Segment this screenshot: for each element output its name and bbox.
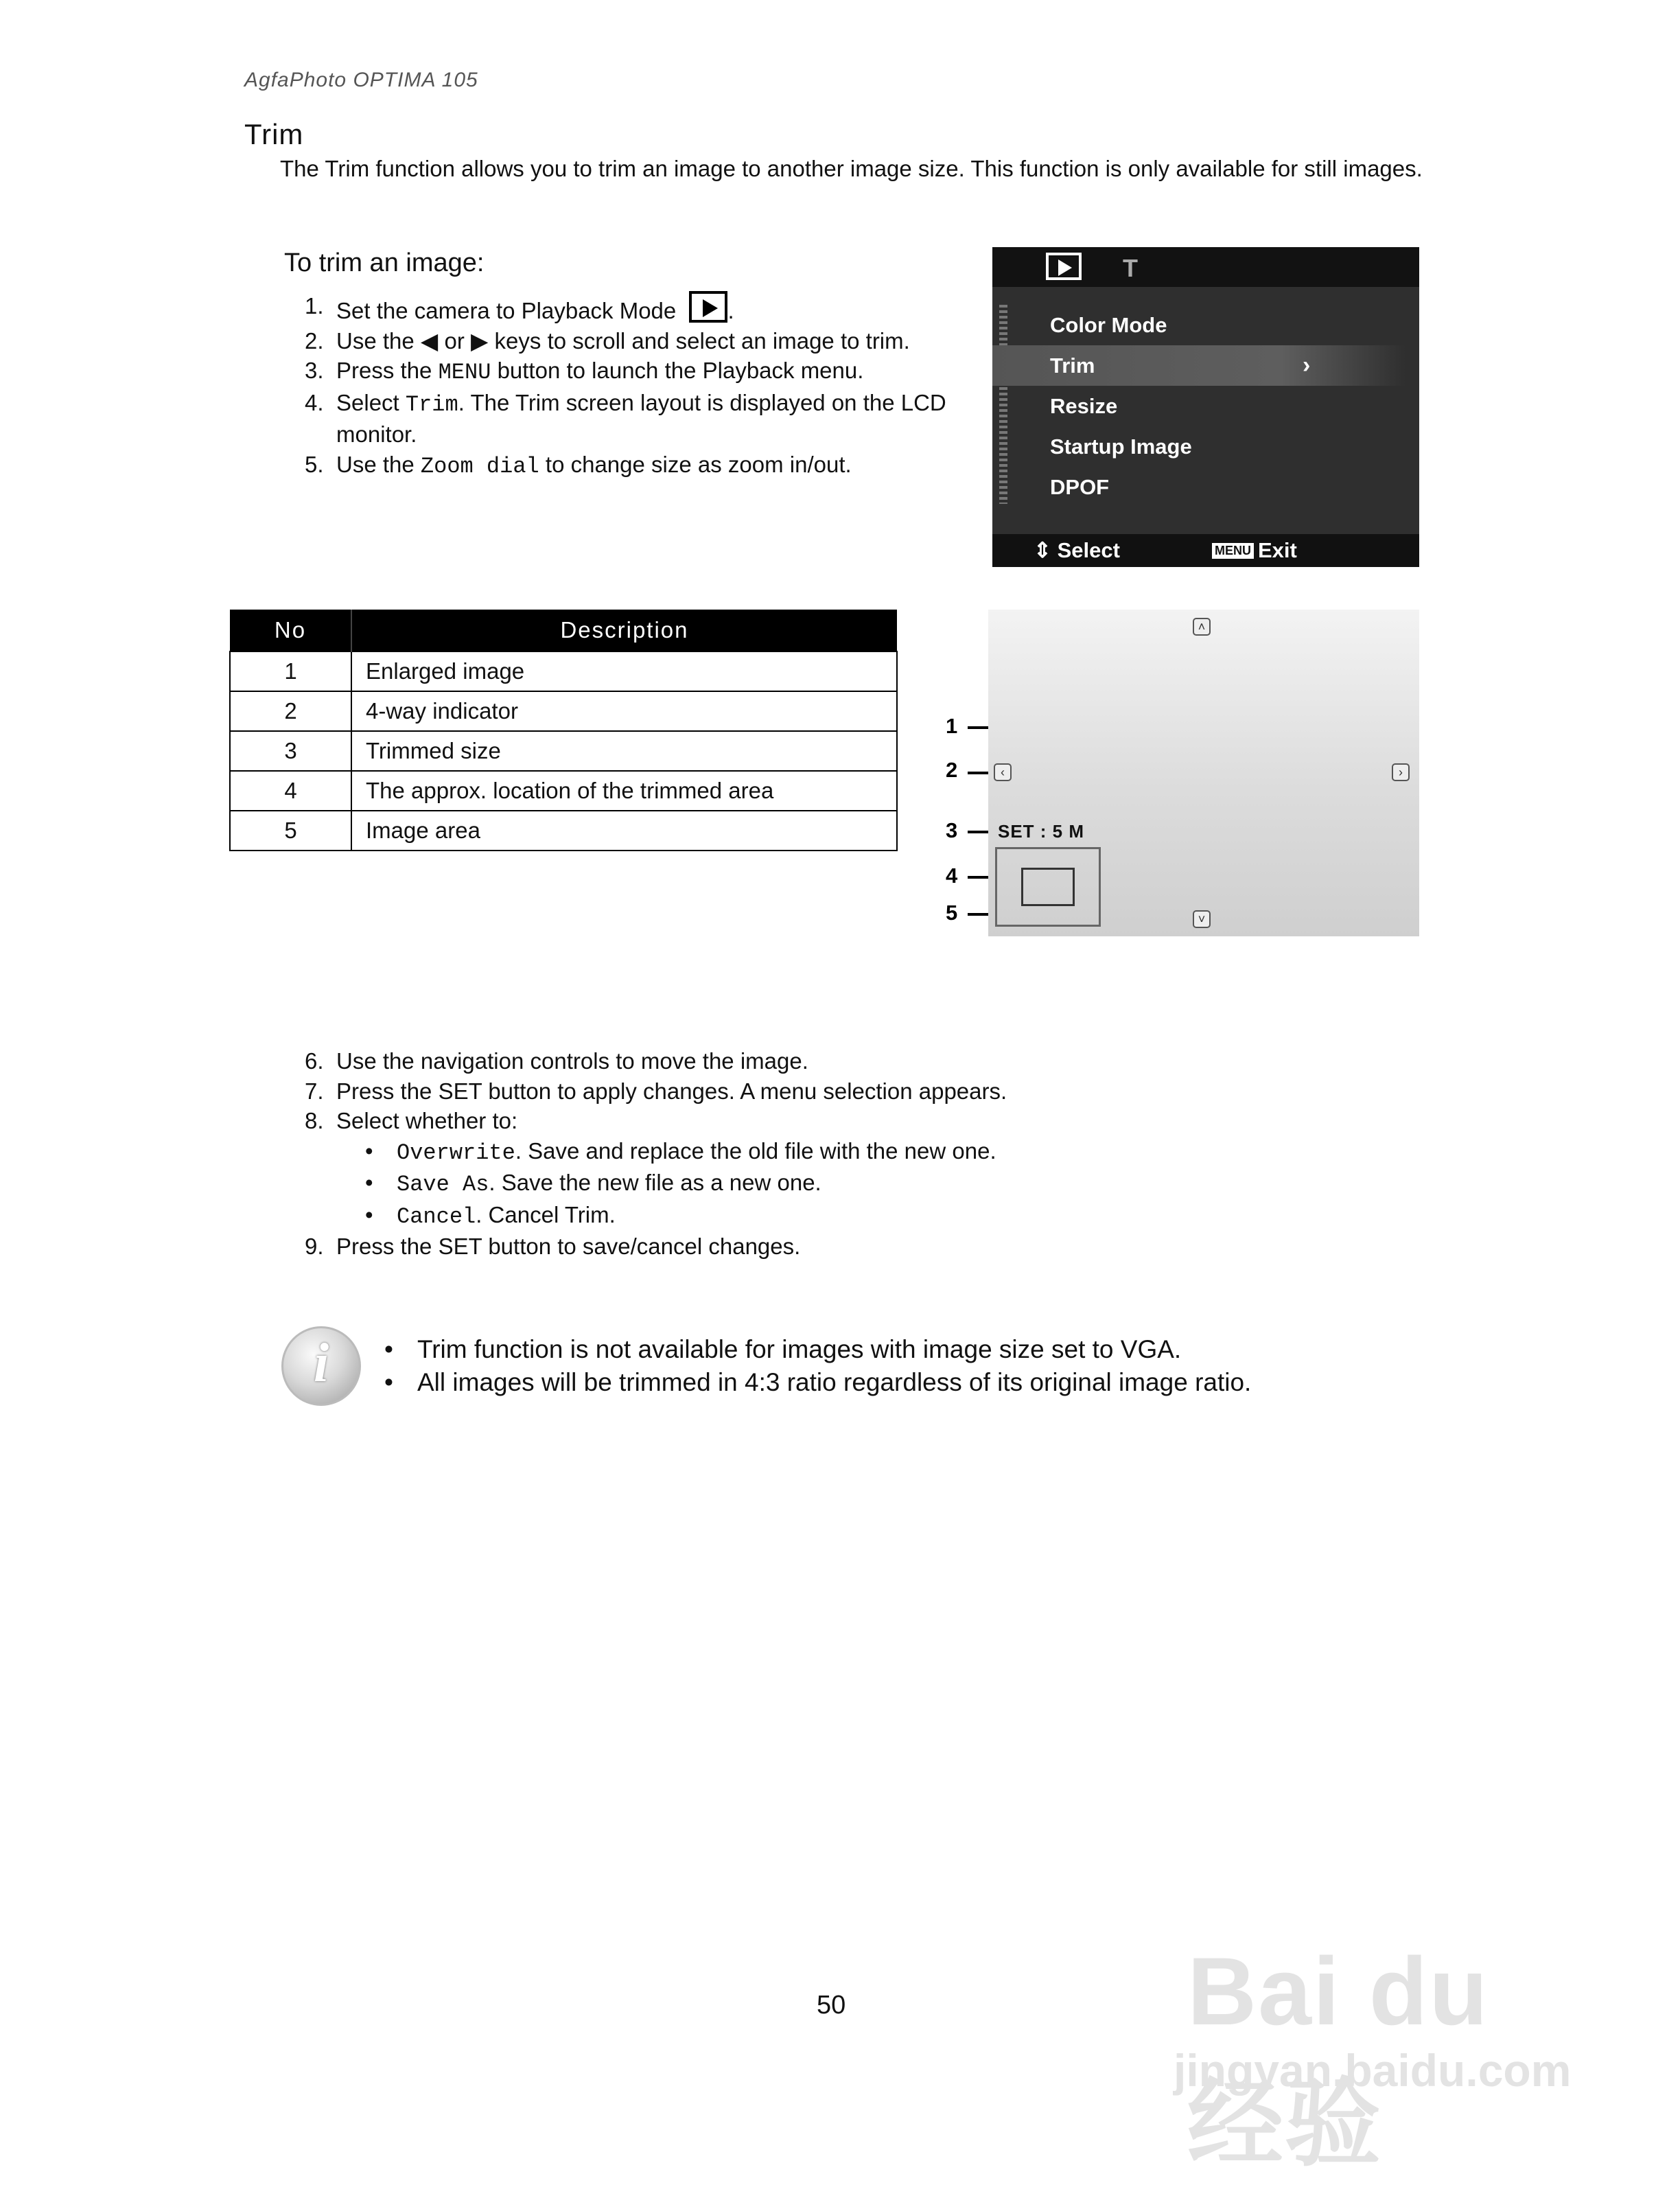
option-key: Overwrite [397, 1140, 515, 1166]
step-4-post: . The Trim screen layout is displayed on the LCD monitor. [336, 389, 946, 447]
steps-list-2 [284, 1046, 1314, 1262]
row-description: Image area [351, 811, 897, 851]
watermark-url: jingyan.baidu.com [1174, 2045, 1572, 2096]
up-down-arrows-icon: ⇕ [1034, 538, 1051, 562]
callout-4: 4 [946, 864, 958, 888]
options-list [336, 1136, 1314, 1232]
chevron-right-icon: › [1303, 352, 1311, 378]
note-item: • All images will be trimmed in 4:3 ratio regardless of its original image ratio. [384, 1368, 1252, 1396]
down-arrow-icon: ˅ [1193, 910, 1211, 928]
menu-item-color-mode: Color Mode [1050, 313, 1167, 337]
option-text: . Save the new file as a new one. [489, 1170, 821, 1195]
step-9-text: Press the SET button to save/cancel changes. [336, 1234, 801, 1259]
footer-exit [1212, 538, 1297, 563]
playback-menu-screen [992, 247, 1419, 567]
section-title: Trim [244, 118, 304, 150]
header-description: Description [351, 610, 897, 651]
left-arrow-icon: ‹ [994, 763, 1012, 781]
row-number: 3 [230, 731, 351, 771]
table-row [230, 691, 897, 731]
trimmed-size-label: SET : 5 M [998, 821, 1085, 842]
callout-5: 5 [946, 901, 958, 925]
menu-item-dpof: DPOF [1050, 475, 1110, 499]
step-3: 3. Press the MENU button to launch the Playback menu. [305, 358, 864, 385]
row-number: 1 [230, 651, 351, 691]
menu-item-startup-image: Startup Image [1050, 435, 1192, 459]
step-7: 7. Press the SET button to apply changes. A menu selection appears. [305, 1078, 1007, 1104]
option-save-as: • Save As. Save the new file as a new one. [365, 1170, 821, 1197]
option-key: Save As [397, 1172, 489, 1197]
table-row [230, 731, 897, 771]
step-6-text: Use the navigation controls to move the image. [336, 1048, 808, 1074]
step-1-text: Set the camera to Playback Mode [336, 298, 677, 323]
row-number: 5 [230, 811, 351, 851]
step-8: 8. Select whether to: • Overwrite. Save and replace the old file with the new one. • Save As. Save the new file as a new one. • Cancel. Cancel Trim. [284, 1106, 1314, 1232]
step-4: 4. Select Trim. The Trim screen layout is displayed on the LCD monitor. [305, 389, 946, 447]
menu-tab-bar [992, 247, 1419, 287]
step-4-pre: Select [336, 389, 399, 415]
page-number: 50 [817, 1991, 846, 2020]
intro-paragraph: The Trim function allows you to trim an image to another image size. This function is only available for still images. [280, 156, 1423, 181]
table-row [230, 771, 897, 811]
step-1-suffix: . [727, 298, 734, 323]
up-arrow-icon: ˄ [1193, 618, 1211, 636]
setup-tab-icon: T [1123, 254, 1138, 282]
playback-tab-icon [1046, 253, 1082, 280]
info-icon: i [281, 1326, 361, 1406]
step-2-mid: or [444, 327, 465, 354]
step-2-pre: Use the [336, 327, 415, 354]
step-3-pre: Press the [336, 358, 432, 383]
watermark-logo: Bai du 经验 [1187, 1937, 1489, 2177]
step-8-text: Select whether to: [336, 1108, 518, 1133]
callout-1: 1 [946, 714, 958, 738]
table-row [230, 811, 897, 851]
menu-button-icon: MENU [1212, 543, 1254, 559]
menu-footer [992, 534, 1419, 567]
option-overwrite: • Overwrite. Save and replace the old file with the new one. [365, 1137, 996, 1166]
step-3-post: button to launch the Playback menu. [497, 358, 864, 383]
step-7-text: Press the SET button to apply changes. A menu selection appears. [336, 1078, 1007, 1104]
option-key: Cancel [397, 1203, 476, 1229]
right-arrow-key-icon: ▶ [470, 327, 489, 354]
option-text: . Cancel Trim. [476, 1201, 616, 1227]
description-table [229, 610, 898, 851]
row-description: 4-way indicator [351, 691, 897, 731]
trimmed-area-rect [1021, 868, 1075, 906]
step-5: 5. Use the Zoom dial to change size as zoom in/out. [305, 451, 852, 479]
option-text: . Save and replace the old file with the new one. [515, 1137, 996, 1164]
step-9: 9. Press the SET button to save/cancel changes. [305, 1234, 801, 1259]
option-cancel: • Cancel. Cancel Trim. [365, 1201, 616, 1229]
menu-item-trim [992, 345, 1405, 386]
procedure-heading: To trim an image: [284, 248, 485, 277]
step-2-post: keys to scroll and select an image to trim. [494, 327, 910, 354]
step-4-key: Trim [405, 391, 458, 417]
row-number: 2 [230, 691, 351, 731]
note-item: • Trim function is not available for images with image size set to VGA. [384, 1335, 1182, 1363]
menu-item-trim-label: Trim [1050, 354, 1095, 378]
row-description: The approx. location of the trimmed area [351, 771, 897, 811]
footer-select [1034, 538, 1120, 563]
callout-2: 2 [946, 758, 958, 782]
running-header: AgfaPhoto OPTIMA 105 [244, 69, 478, 91]
table-header-row [230, 610, 897, 651]
footer-select-label: Select [1057, 538, 1120, 562]
header-no: No [230, 610, 351, 651]
footer-exit-label: Exit [1258, 538, 1297, 562]
baidu-watermark [1174, 1895, 1572, 2177]
step-3-key: MENU [438, 360, 491, 385]
step-1: 1. Set the camera to Playback Mode . [284, 291, 957, 326]
menu-item-resize: Resize [1050, 394, 1118, 418]
playback-mode-icon [689, 291, 727, 323]
callout-3: 3 [946, 818, 958, 842]
step-5-pre: Use the [336, 451, 415, 477]
step-2: 2. Use the ◀ or ▶ keys to scroll and select an image to trim. [305, 327, 910, 354]
menu-list [992, 305, 1419, 507]
step-6: 6. Use the navigation controls to move the image. [305, 1048, 808, 1074]
left-arrow-key-icon: ◀ [420, 327, 439, 354]
row-number: 4 [230, 771, 351, 811]
row-description: Enlarged image [351, 651, 897, 691]
row-description: Trimmed size [351, 731, 897, 771]
trim-screen [988, 610, 1419, 936]
step-5-key: Zoom dial [420, 453, 539, 479]
table-row [230, 651, 897, 691]
step-5-post: to change size as zoom in/out. [545, 451, 852, 477]
steps-list-1 [284, 291, 957, 481]
notes-list [384, 1333, 1414, 1399]
right-arrow-icon: › [1392, 763, 1410, 781]
